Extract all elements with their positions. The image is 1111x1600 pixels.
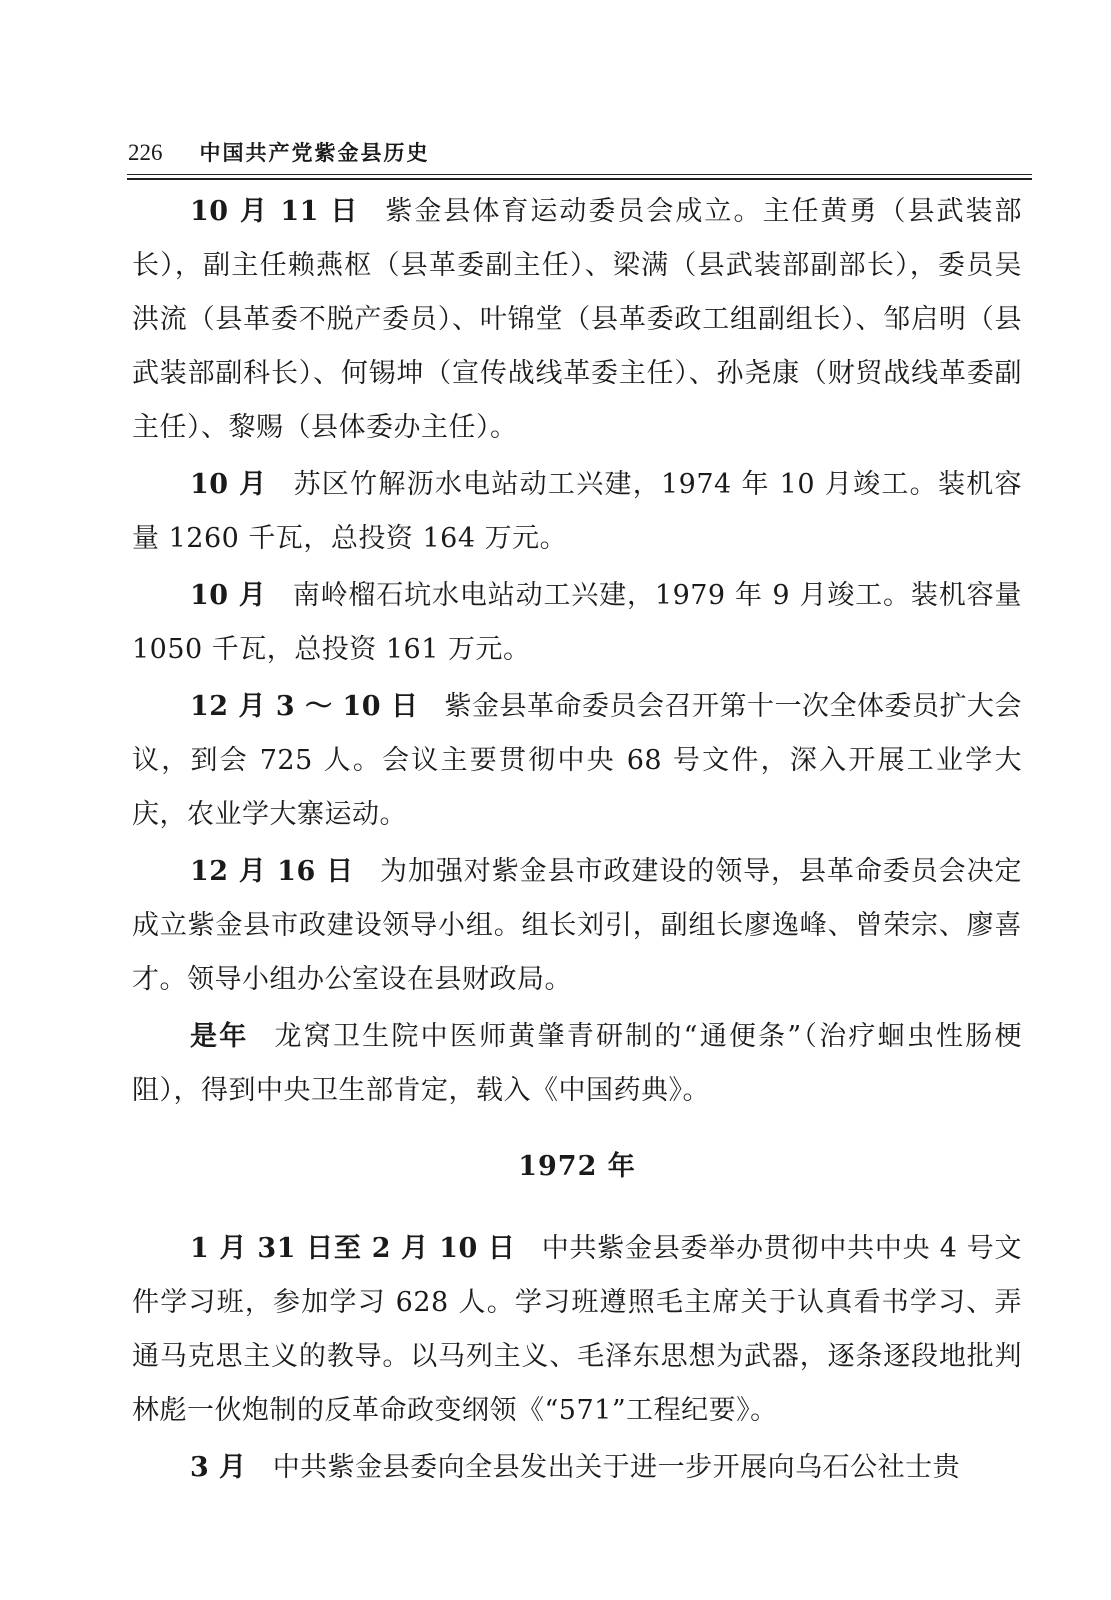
chronicle-entry xyxy=(132,845,1022,1007)
chronicle-entry xyxy=(132,1441,1022,1495)
year-heading: 1972 年 xyxy=(518,1151,636,1182)
page-content xyxy=(132,185,1022,1498)
book-title: 中国共产党紫金县历史 xyxy=(199,140,430,165)
header-rule-thin xyxy=(127,174,1032,175)
entry-text: 紫金县体育运动委员会成立。主任黄勇（县武装部长），副主任赖燕枢（县革委副主任）、梁满（县武装部副部长），委员吴洪流（县革委不脱产委员）、叶锦堂（县革委政工组副组长）、邹启明（县武装部副科长）、何锡坤（宣传战线革委主任）、孙尧康（财贸战线革委副主任）、黎赐（县体委办主任）。 xyxy=(132,196,1022,443)
entry-date: 1 月 31 日至 2 月 10 日 xyxy=(190,1233,516,1264)
entry-date: 12 月 16 日 xyxy=(190,856,355,887)
entry-date: 12 月 3 ～ 10 日 xyxy=(190,691,419,722)
entry-date: 10 月 11 日 xyxy=(190,196,360,227)
running-head xyxy=(128,136,1028,170)
entry-date: 10 月 xyxy=(190,580,267,611)
chronicle-entry xyxy=(132,1222,1022,1438)
entry-text: 中共紫金县委举办贯彻中共中央 4 号文件学习班，参加学习 628 人。学习班遵照毛主席关于认真看书学习、弄通马克思主义的教导。以马列主义、毛泽东思想为武器，逐条逐段地批判林彪一伙炮制的反革命政变纲领《“571”工程纪要》。 xyxy=(132,1233,1022,1426)
header-rule-thick xyxy=(127,178,1032,180)
entry-text: 龙窝卫生院中医师黄肇青研制的“通便条”（治疗蛔虫性肠梗阻），得到中央卫生部肯定，载入《中国药典》。 xyxy=(132,1021,1023,1106)
entry-text: 紫金县革命委员会召开第十一次全体委员扩大会议，到会 725 人。会议主要贯彻中央 68 号文件，深入开展工业学大庆，农业学大寨运动。 xyxy=(132,691,1022,830)
chronicle-entry xyxy=(132,458,1022,566)
chronicle-entry xyxy=(132,185,1022,455)
entry-text: 中共紫金县委向全县发出关于进一步开展向乌石公社士贵 xyxy=(272,1452,961,1483)
entry-text: 南岭榴石坑水电站动工兴建，1979 年 9 月竣工。装机容量 1050 千瓦，总投资 161 万元。 xyxy=(132,580,1022,665)
entry-text: 为加强对紫金县市政建设的领导，县革命委员会决定成立紫金县市政建设领导小组。组长刘引，副组长廖逸峰、曾荣宗、廖喜才。领导小组办公室设在县财政局。 xyxy=(132,856,1022,995)
chronicle-entry xyxy=(132,1010,1022,1118)
entry-date: 3 月 xyxy=(190,1452,247,1483)
entry-date: 10 月 xyxy=(190,469,268,500)
page-number: 226 xyxy=(128,140,163,165)
chronicle-entry xyxy=(132,569,1022,677)
entry-text: 苏区竹解沥水电站动工兴建，1974 年 10 月竣工。装机容量 1260 千瓦，总投资 164 万元。 xyxy=(132,469,1022,554)
entry-date: 是年 xyxy=(190,1021,249,1052)
chronicle-entry xyxy=(132,680,1022,842)
